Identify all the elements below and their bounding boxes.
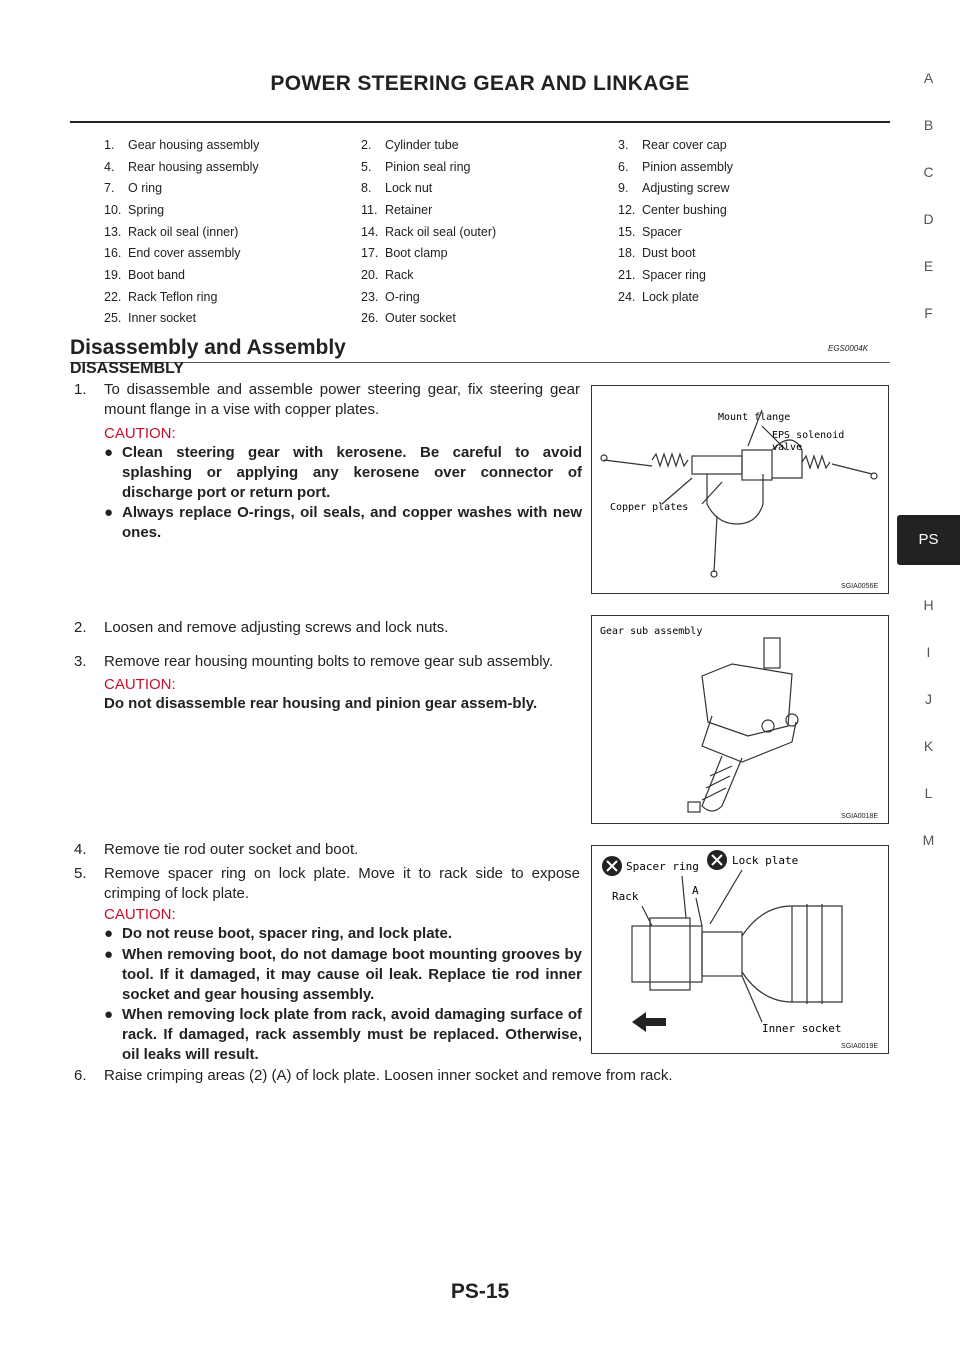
figure-mount-flange (591, 385, 889, 594)
parts-row (104, 156, 890, 178)
section-tab-a[interactable]: A (923, 70, 934, 86)
part-name: Dust boot (642, 246, 696, 261)
label-a: A (692, 884, 699, 897)
page-header-title: POWER STEERING GEAR AND LINKAGE (270, 72, 690, 95)
step-6: 6. Raise crimping areas (2) (A) of lock plate. Loosen inner socket and remove from rack. (74, 1067, 673, 1084)
caution-3: CAUTION: (104, 676, 176, 693)
part-item (104, 290, 361, 304)
section-tab-e[interactable]: E (923, 258, 934, 274)
part-item (361, 268, 618, 282)
header-rule (70, 121, 890, 123)
step-5: 5. Remove spacer ring on lock plate. Move it to rack side to expose crimping of lock plate. (74, 865, 580, 902)
part-number: 9. (618, 181, 629, 196)
part-item (618, 138, 875, 152)
part-item (104, 268, 361, 282)
part-name: Gear housing assembly (128, 137, 260, 152)
part-number: 17. (361, 246, 379, 261)
arrow-left-icon (632, 1012, 666, 1032)
part-number: 5. (361, 159, 372, 174)
part-item (104, 246, 361, 260)
parts-row (104, 177, 890, 199)
part-name: Lock nut (385, 181, 433, 196)
part-number: 23. (361, 289, 379, 304)
step-3: 3. Remove rear housing mounting bolts to remove gear sub assembly. (74, 653, 554, 670)
part-item (618, 160, 875, 174)
part-name: Inner socket (128, 311, 197, 326)
figure-gear-sub-assembly (591, 615, 889, 824)
part-number: 3. (618, 137, 629, 152)
part-name: Center bushing (642, 202, 727, 217)
part-number: 24. (618, 289, 636, 304)
section-tab-c[interactable]: C (923, 164, 934, 180)
part-number: 13. (104, 224, 122, 239)
part-number: 7. (104, 181, 115, 196)
part-item (104, 138, 361, 152)
part-number: 4. (104, 159, 115, 174)
part-item (361, 311, 618, 325)
section-tab-d[interactable]: D (923, 211, 934, 227)
part-item (618, 181, 875, 195)
label-lock-plate: Lock plate (732, 854, 799, 867)
part-item (618, 268, 875, 282)
label-spacer-ring: Spacer ring (626, 860, 699, 873)
label-rack: Rack (612, 890, 639, 903)
part-number: 8. (361, 181, 372, 196)
part-number: 2. (361, 137, 372, 152)
section-tab-k[interactable]: K (923, 738, 934, 754)
part-number: 12. (618, 202, 636, 217)
parts-row (104, 286, 890, 308)
part-name: O-ring (385, 289, 420, 304)
part-number: 25. (104, 311, 122, 326)
part-number: 6. (618, 159, 629, 174)
part-number: 16. (104, 246, 122, 261)
part-name: Rack (385, 267, 414, 282)
part-item (618, 246, 875, 260)
part-number: 10. (104, 202, 122, 217)
figure-id: SGIA0019E (841, 1043, 878, 1050)
section-tab-h[interactable]: H (923, 597, 934, 613)
part-item (618, 290, 875, 304)
label-eps-valve: valve (772, 442, 803, 453)
part-name: Adjusting screw (642, 181, 730, 196)
part-item (104, 181, 361, 195)
figure-id: SGIA0018E (841, 813, 878, 820)
part-item (104, 225, 361, 239)
part-item (618, 225, 875, 239)
parts-row (104, 242, 890, 264)
part-name: Spacer (642, 224, 682, 239)
part-item (104, 203, 361, 217)
caution-1: CAUTION: (104, 425, 176, 442)
part-name: Lock plate (642, 289, 699, 304)
part-name: Rack oil seal (inner) (128, 224, 239, 239)
part-item (361, 160, 618, 174)
part-number: 22. (104, 289, 122, 304)
part-name: Rack oil seal (outer) (385, 224, 497, 239)
part-item (361, 138, 618, 152)
label-copper-plates: Copper plates (610, 502, 689, 513)
part-name: Rear cover cap (642, 137, 727, 152)
part-item (104, 160, 361, 174)
page-number: PS-15 (450, 1280, 510, 1303)
figure-id: SGIA0056E (841, 583, 878, 590)
caution-5-bullet-3: ● When removing lock plate from rack, avoid damaging surface of rack. If damaged, rack assembly must be replaced. Otherwise, oil leaks will result. (104, 1006, 582, 1063)
part-number: 20. (361, 267, 379, 282)
caution-1-bullet-2: ● Always replace O-rings, oil seals, and copper washes with new ones. (104, 504, 582, 541)
part-name: Rack Teflon ring (128, 289, 218, 304)
part-item (361, 290, 618, 304)
part-name: Boot clamp (385, 246, 448, 261)
part-name: O ring (128, 181, 163, 196)
part-item (618, 203, 875, 217)
label-inner-socket: Inner socket (762, 1022, 842, 1035)
section-tab-f[interactable]: F (924, 305, 933, 321)
parts-row (104, 264, 890, 286)
part-name: End cover assembly (128, 246, 241, 261)
lock-plate-illustration (592, 846, 888, 1053)
steering-gear-illustration (592, 386, 888, 593)
caution-3-text: Do not disassemble rear housing and pinion gear assem-bly. (104, 695, 538, 712)
section-tab-j[interactable]: J (925, 691, 932, 707)
subhead-disassembly: DISASSEMBLY (70, 360, 185, 377)
part-number: 21. (618, 267, 636, 282)
part-name: Pinion seal ring (385, 159, 471, 174)
section-tab-l[interactable]: L (924, 785, 933, 801)
part-name: Rear housing assembly (128, 159, 259, 174)
section-rule (70, 362, 890, 363)
part-number: 26. (361, 311, 379, 326)
section-tab-ps[interactable]: PS (897, 515, 960, 565)
part-number: 11. (361, 202, 378, 217)
parts-row (104, 134, 890, 156)
section-tab-b[interactable]: B (923, 117, 934, 133)
gear-sub-assembly-illustration (592, 616, 888, 823)
label-mount-flange: Mount flange (718, 412, 791, 423)
part-name: Boot band (128, 267, 185, 282)
part-name: Outer socket (385, 311, 456, 326)
parts-row (104, 221, 890, 243)
part-name: Pinion assembly (642, 159, 734, 174)
section-tab-i[interactable]: I (926, 644, 931, 660)
section-tab-m[interactable]: M (922, 832, 935, 848)
part-number: 19. (104, 267, 122, 282)
step-4: 4. Remove tie rod outer socket and boot. (74, 841, 359, 858)
part-number: 1. (104, 137, 115, 152)
step-2: 2. Loosen and remove adjusting screws and lock nuts. (74, 619, 449, 636)
part-number: 18. (618, 246, 636, 261)
caution-5: CAUTION: (104, 906, 176, 923)
label-eps-solenoid: EPS solenoid (772, 430, 845, 441)
part-item (361, 246, 618, 260)
label-gear-sub-assembly: Gear sub assembly (600, 626, 703, 637)
part-name: Spacer ring (642, 267, 706, 282)
step-1: 1. To disassemble and assemble power steering gear, fix steering gear mount flange in a vise with copper plates. (74, 381, 580, 418)
caution-1-bullet-1: ● Clean steering gear with kerosene. Be careful to avoid splashing or applying any kerosene over connector of discharge port or return port. (104, 444, 582, 501)
part-item (361, 225, 618, 239)
section-title: Disassembly and Assembly (70, 336, 346, 359)
part-name: Retainer (385, 202, 433, 217)
caution-5-bullet-1: ● Do not reuse boot, spacer ring, and lock plate. (104, 925, 453, 942)
part-item (361, 181, 618, 195)
parts-row (104, 199, 890, 221)
part-number: 14. (361, 224, 379, 239)
section-code: EGS0004K (828, 344, 869, 353)
part-item (104, 311, 361, 325)
part-name: Spring (128, 202, 165, 217)
caution-5-bullet-2: ● When removing boot, do not damage boot mounting grooves by tool. If it damaged, it may cause oil leak. Replace tie rod inner socket and gear housing assembly. (104, 946, 582, 1003)
figure-lock-plate (591, 845, 889, 1054)
part-number: 15. (618, 224, 636, 239)
part-name: Cylinder tube (385, 137, 459, 152)
parts-list (104, 134, 890, 329)
part-item (361, 203, 618, 217)
parts-row (104, 308, 890, 330)
